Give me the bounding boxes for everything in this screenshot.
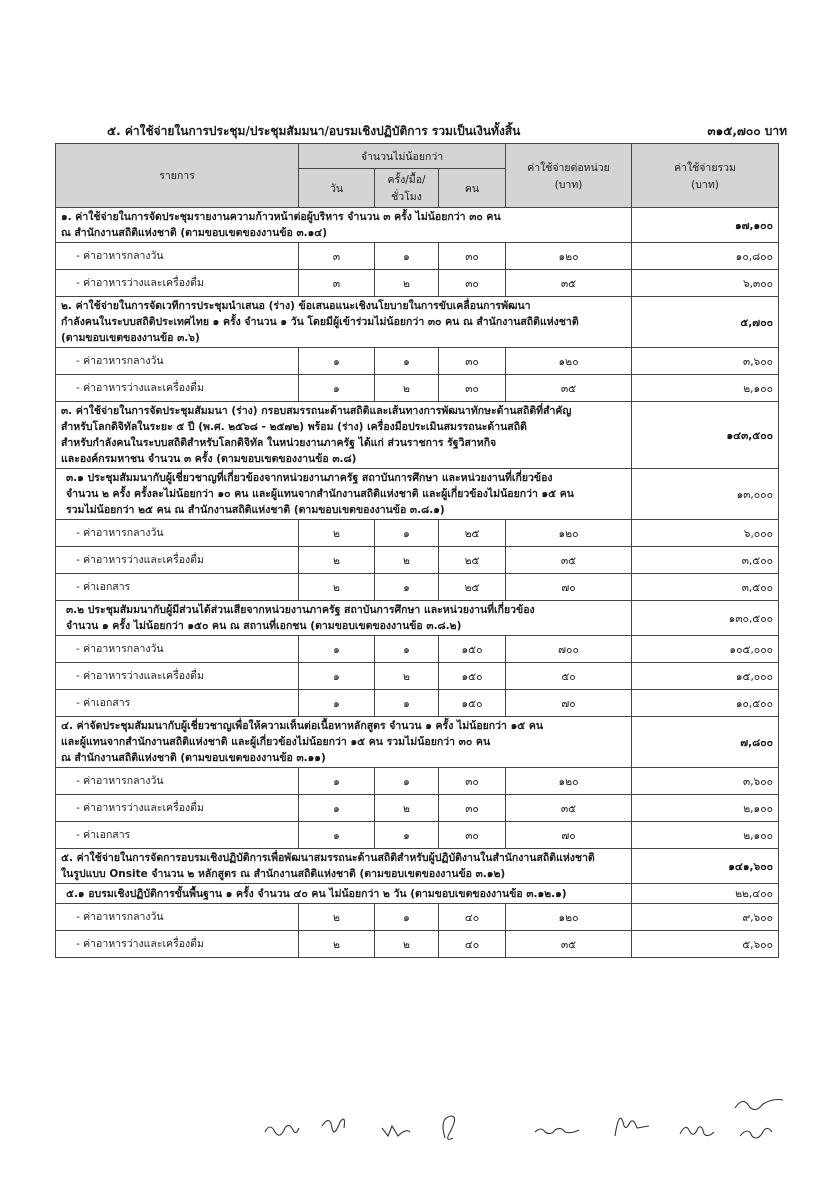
row-item-label: - ค่าอาหารว่างและเครื่องดื่ม bbox=[56, 795, 299, 822]
row-days: ๑ bbox=[299, 636, 375, 663]
row-persons: ๒๕ bbox=[439, 520, 506, 547]
signature-mark-9 bbox=[740, 1128, 772, 1138]
row-total: ๒,๑๐๐ bbox=[632, 375, 779, 402]
row-unit-cost: ๑๒๐ bbox=[506, 520, 632, 547]
row-item-label: - ค่าอาหารกลางวัน bbox=[56, 243, 299, 270]
row-unit-cost: ๓๕ bbox=[506, 795, 632, 822]
header-days: วัน bbox=[299, 169, 375, 208]
header-unit-cost: ค่าใช้จ่ายต่อหน่วย (บาท) bbox=[506, 144, 632, 208]
row-days: ๒ bbox=[299, 574, 375, 601]
row-times: ๑ bbox=[375, 768, 439, 795]
row-unit-cost: ๓๕ bbox=[506, 375, 632, 402]
row-persons: ๓๐ bbox=[439, 375, 506, 402]
row-days: ๓ bbox=[299, 243, 375, 270]
row-times: ๒ bbox=[375, 270, 439, 297]
row-total: ๙,๖๐๐ bbox=[632, 904, 779, 931]
row-times: ๒ bbox=[375, 375, 439, 402]
row-days: ๑ bbox=[299, 690, 375, 717]
table-row bbox=[56, 849, 779, 884]
table-row bbox=[56, 520, 779, 547]
row-days: ๑ bbox=[299, 348, 375, 375]
row-persons: ๓๐ bbox=[439, 795, 506, 822]
row-days: ๒ bbox=[299, 547, 375, 574]
table-row bbox=[56, 469, 779, 520]
section-total-amount: ๓๑๕,๗๐๐ บาท bbox=[707, 124, 787, 138]
signature-mark-4 bbox=[443, 1116, 455, 1139]
row-total: ๕,๗๐๐ bbox=[632, 297, 779, 348]
row-times: ๑ bbox=[375, 822, 439, 849]
row-unit-cost: ๕๐ bbox=[506, 663, 632, 690]
row-times: ๒ bbox=[375, 795, 439, 822]
row-total: ๓,๕๐๐ bbox=[632, 547, 779, 574]
table-row bbox=[56, 547, 779, 574]
row-unit-cost: ๓๕ bbox=[506, 270, 632, 297]
signature-mark-8 bbox=[735, 1100, 783, 1110]
row-persons: ๑๕๐ bbox=[439, 663, 506, 690]
row-unit-cost: ๗๐ bbox=[506, 822, 632, 849]
section-title: ๕. ค่าใช้จ่ายในการประชุม/ประชุมสัมมนา/อบรมเชิงปฏิบัติการ รวมเป็นเงินทั้งสิ้น bbox=[107, 124, 521, 138]
header-persons: คน bbox=[439, 169, 506, 208]
row-total: ๑๔๓,๕๐๐ bbox=[632, 402, 779, 469]
row-times: ๑ bbox=[375, 348, 439, 375]
row-persons: ๓๐ bbox=[439, 822, 506, 849]
table-row bbox=[56, 574, 779, 601]
table-row bbox=[56, 297, 779, 348]
row-total: ๑๗,๑๐๐ bbox=[632, 208, 779, 243]
row-total: ๕,๖๐๐ bbox=[632, 931, 779, 958]
row-item-label: - ค่าอาหารว่างและเครื่องดื่ม bbox=[56, 547, 299, 574]
row-persons: ๒๕ bbox=[439, 574, 506, 601]
row-persons: ๓๐ bbox=[439, 270, 506, 297]
section-description: ๒. ค่าใช้จ่ายในการจัดเวทีการประชุมนำเสนอ (ร่าง) ข้อเสนอแนะเชิงนโยบายในการขับเคลื่อนการพัฒนา กำลังคนในระบบสถิติประเทศไทย ๑ ครั้ง จำนวน ๑ วัน โดยมีผู้เข้าร่วมไม่น้อยกว่า ๓๐ คน ณ สำนักงานสถิติแห่งชาติ (ตามขอบเขตของงานข้อ ๓.๖) bbox=[56, 297, 632, 348]
signature-mark-3 bbox=[382, 1126, 410, 1136]
signature-mark-1 bbox=[265, 1125, 299, 1135]
row-times: ๑ bbox=[375, 690, 439, 717]
row-times: ๑ bbox=[375, 636, 439, 663]
row-item-label: - ค่าอาหารกลางวัน bbox=[56, 348, 299, 375]
row-item-label: - ค่าอาหารว่างและเครื่องดื่ม bbox=[56, 270, 299, 297]
table-row bbox=[56, 348, 779, 375]
row-unit-cost: ๗๐ bbox=[506, 574, 632, 601]
signature-mark-7 bbox=[680, 1127, 714, 1136]
row-item-label: - ค่าอาหารกลางวัน bbox=[56, 904, 299, 931]
row-unit-cost: ๑๒๐ bbox=[506, 768, 632, 795]
table-row bbox=[56, 904, 779, 931]
subsection-description: ๓.๑ ประชุมสัมมนากับผู้เชี่ยวชาญที่เกี่ยวข้องจากหน่วยงานภาครัฐ สถาบันการศึกษา และหน่วยงานที่เกี่ยวข้อง จำนวน ๒ ครั้ง ครั้งละไม่น้อยกว่า ๑๐ คน และผู้แทนจากสำนักงานสถิติแห่งชาติ และผู้เกี่ยวข้องไม่น้อยกว่า ๑๕ คน รวมไม่น้อยกว่า ๒๕ คน ณ สำนักงานสถิติแห่งชาติ (ตามขอบเขตของงานข้อ ๓.๘.๑) bbox=[56, 469, 632, 520]
section-heading bbox=[107, 120, 787, 142]
table-row bbox=[56, 243, 779, 270]
row-total: ๑๐๕,๐๐๐ bbox=[632, 636, 779, 663]
row-total: ๒,๑๐๐ bbox=[632, 822, 779, 849]
row-persons: ๑๕๐ bbox=[439, 636, 506, 663]
table-row bbox=[56, 601, 779, 636]
budget-table-body bbox=[56, 208, 779, 958]
table-row bbox=[56, 768, 779, 795]
row-times: ๒ bbox=[375, 931, 439, 958]
row-total: ๑๕,๐๐๐ bbox=[632, 663, 779, 690]
row-total: ๓,๖๐๐ bbox=[632, 768, 779, 795]
row-times: ๑ bbox=[375, 243, 439, 270]
row-total: ๑๓๐,๕๐๐ bbox=[632, 601, 779, 636]
section-description: ๕. ค่าใช้จ่ายในการจัดการอบรมเชิงปฏิบัติการเพื่อพัฒนาสมรรถนะด้านสถิติสำหรับผู้ปฏิบัติงานในสำนักงานสถิติแห่งชาติ ในรูปแบบ Onsite จำนวน ๒ หลักสูตร ณ สำนักงานสถิติแห่งชาติ (ตามขอบเขตของงานข้อ ๓.๑๒) bbox=[56, 849, 632, 884]
table-row bbox=[56, 208, 779, 243]
row-total: ๓,๖๐๐ bbox=[632, 348, 779, 375]
subsection-description: ๓.๒ ประชุมสัมมนากับผู้มีส่วนได้ส่วนเสียจากหน่วยงานภาครัฐ สถาบันการศึกษา และหน่วยงานที่เกี่ยวข้อง จำนวน ๑ ครั้ง ไม่น้อยกว่า ๑๕๐ คน ณ สถานที่เอกชน (ตามขอบเขตของงานข้อ ๓.๘.๒) bbox=[56, 601, 632, 636]
table-row bbox=[56, 717, 779, 768]
section-description: ๔. ค่าจัดประชุมสัมมนากับผู้เชี่ยวชาญเพื่อให้ความเห็นต่อเนื้อหาหลักสูตร จำนวน ๑ ครั้ง ไม่น้อยกว่า ๑๕ คน และผู้แทนจากสำนักงานสถิติแห่งชาติ และผู้เกี่ยวข้องไม่น้อยกว่า ๑๕ คน รวมไม่น้อยกว่า ๓๐ คน ณ สำนักงานสถิติแห่งชาติ (ตามขอบเขตของงานข้อ ๓.๑๑) bbox=[56, 717, 632, 768]
table-row bbox=[56, 822, 779, 849]
row-persons: ๓๐ bbox=[439, 243, 506, 270]
row-times: ๒ bbox=[375, 663, 439, 690]
section-description: ๑. ค่าใช้จ่ายในการจัดประชุมรายงานความก้าวหน้าต่อผู้บริหาร จำนวน ๓ ครั้ง ไม่น้อยกว่า ๓๐ คน ณ สำนักงานสถิติแห่งชาติ (ตามขอบเขตของงานข้อ ๓.๑๔) bbox=[56, 208, 632, 243]
row-item-label: - ค่าอาหารว่างและเครื่องดื่ม bbox=[56, 931, 299, 958]
row-item-label: - ค่าอาหารกลางวัน bbox=[56, 520, 299, 547]
row-days: ๑ bbox=[299, 768, 375, 795]
row-item-label: - ค่าอาหารกลางวัน bbox=[56, 768, 299, 795]
row-total: ๒,๑๐๐ bbox=[632, 795, 779, 822]
row-item-label: - ค่าเอกสาร bbox=[56, 822, 299, 849]
row-days: ๒ bbox=[299, 904, 375, 931]
row-total: ๑๐,๘๐๐ bbox=[632, 243, 779, 270]
row-item-label: - ค่าอาหารว่างและเครื่องดื่ม bbox=[56, 663, 299, 690]
row-item-label: - ค่าเอกสาร bbox=[56, 690, 299, 717]
table-row bbox=[56, 690, 779, 717]
row-unit-cost: ๗๐ bbox=[506, 690, 632, 717]
row-total: ๖,๓๐๐ bbox=[632, 270, 779, 297]
signatures bbox=[230, 1090, 810, 1160]
row-total: ๗,๘๐๐ bbox=[632, 717, 779, 768]
table-row bbox=[56, 402, 779, 469]
table-row bbox=[56, 884, 779, 904]
budget-table bbox=[55, 143, 779, 958]
row-times: ๒ bbox=[375, 547, 439, 574]
row-times: ๑ bbox=[375, 574, 439, 601]
row-times: ๑ bbox=[375, 904, 439, 931]
table-row bbox=[56, 931, 779, 958]
signature-mark-6 bbox=[615, 1118, 649, 1136]
row-total: ๖,๐๐๐ bbox=[632, 520, 779, 547]
signature-mark-2 bbox=[322, 1119, 345, 1132]
row-days: ๒ bbox=[299, 520, 375, 547]
table-row bbox=[56, 270, 779, 297]
header-total: ค่าใช้จ่ายรวม (บาท) bbox=[632, 144, 779, 208]
row-unit-cost: ๑๒๐ bbox=[506, 348, 632, 375]
header-times: ครั้ง/มื้อ/ ชั่วโมง bbox=[375, 169, 439, 208]
row-days: ๑ bbox=[299, 663, 375, 690]
row-persons: ๒๕ bbox=[439, 547, 506, 574]
row-item-label: - ค่าอาหารกลางวัน bbox=[56, 636, 299, 663]
row-times: ๑ bbox=[375, 520, 439, 547]
row-persons: ๑๕๐ bbox=[439, 690, 506, 717]
subsection-description: ๕.๑ อบรมเชิงปฏิบัติการขั้นพื้นฐาน ๑ ครั้ง จำนวน ๔๐ คน ไม่น้อยกว่า ๒ วัน (ตามขอบเขตของงานข้อ ๓.๑๒.๑) bbox=[56, 884, 632, 904]
row-persons: ๓๐ bbox=[439, 768, 506, 795]
row-total: ๑๓,๐๐๐ bbox=[632, 469, 779, 520]
row-unit-cost: ๗๐๐ bbox=[506, 636, 632, 663]
row-unit-cost: ๑๒๐ bbox=[506, 904, 632, 931]
row-days: ๒ bbox=[299, 931, 375, 958]
table-row bbox=[56, 375, 779, 402]
row-unit-cost: ๓๕ bbox=[506, 931, 632, 958]
row-unit-cost: ๑๒๐ bbox=[506, 243, 632, 270]
row-days: ๑ bbox=[299, 375, 375, 402]
section-description: ๓. ค่าใช้จ่ายในการจัดประชุมสัมมนา (ร่าง) กรอบสมรรถนะด้านสถิติและเส้นทางการพัฒนาทักษะด้านสถิติที่สำคัญ สำหรับโลกดิจิทัลในระยะ ๕ ปี (พ.ศ. ๒๕๖๘ - ๒๕๗๒) พร้อม (ร่าง) เครื่องมือประเมินสมรรถนะด้านสถิติ สำหรับกำลังคนในระบบสถิติสำหรับโลกดิจิทัล ในหน่วยงานภาครัฐ ได้แก่ ส่วนราชการ รัฐวิสาหกิจ และองค์กรมหาชน จำนวน ๓ ครั้ง (ตามขอบเขตของงานข้อ ๓.๘) bbox=[56, 402, 632, 469]
row-days: ๑ bbox=[299, 795, 375, 822]
row-days: ๑ bbox=[299, 822, 375, 849]
row-item-label: - ค่าเอกสาร bbox=[56, 574, 299, 601]
row-total: ๑๔๑,๖๐๐ bbox=[632, 849, 779, 884]
table-row bbox=[56, 795, 779, 822]
signature-mark-5 bbox=[535, 1128, 579, 1133]
row-total: ๒๒,๔๐๐ bbox=[632, 884, 779, 904]
header-item: รายการ bbox=[56, 144, 299, 208]
row-days: ๓ bbox=[299, 270, 375, 297]
table-row bbox=[56, 636, 779, 663]
table-row bbox=[56, 663, 779, 690]
row-persons: ๔๐ bbox=[439, 931, 506, 958]
row-total: ๑๐,๕๐๐ bbox=[632, 690, 779, 717]
header-min-count: จำนวนไม่น้อยกว่า bbox=[299, 144, 506, 169]
row-unit-cost: ๓๕ bbox=[506, 547, 632, 574]
row-total: ๓,๕๐๐ bbox=[632, 574, 779, 601]
row-item-label: - ค่าอาหารว่างและเครื่องดื่ม bbox=[56, 375, 299, 402]
row-persons: ๔๐ bbox=[439, 904, 506, 931]
row-persons: ๓๐ bbox=[439, 348, 506, 375]
